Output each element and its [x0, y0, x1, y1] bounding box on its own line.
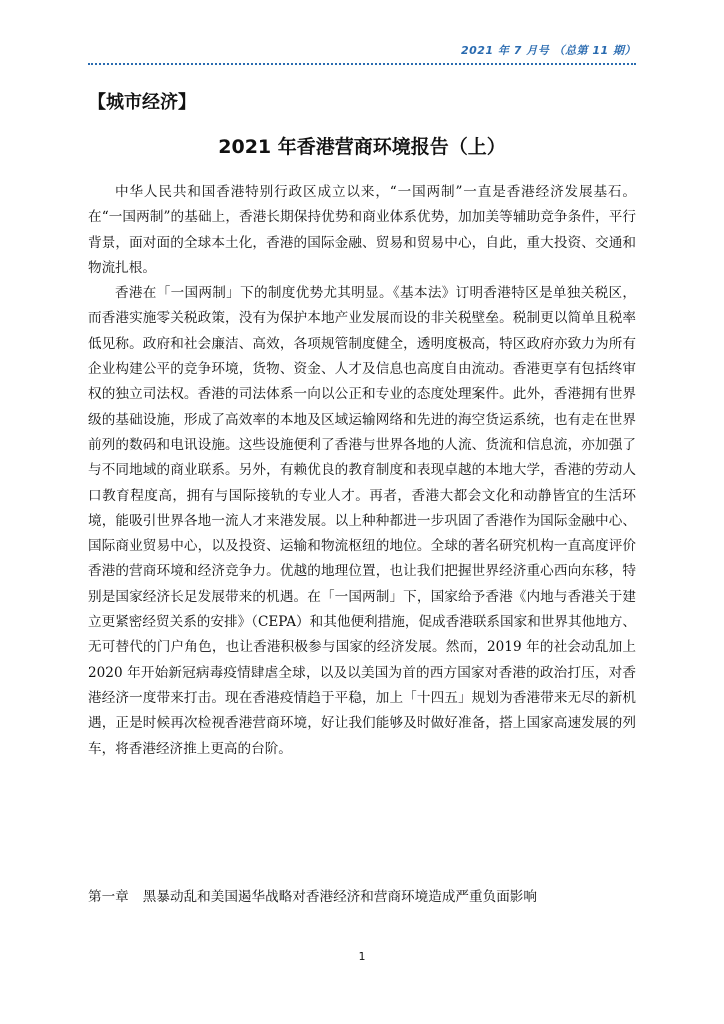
chapter-number: 第一章	[88, 889, 129, 905]
report-body	[88, 180, 636, 762]
paragraph-1: 中华人民共和国香港特别行政区成立以来，“一国两制”一直是香港经济发展基石。 在“一国两制”的基础上，香港长期保持优势和商业体系优势，加加美等辅助竞争条件，平行背景，面对面的全球本土化，香港的国际金融、贸易和贸易中心，自此，重大投资、交通和物流扎根。	[88, 184, 636, 276]
chapter-heading	[88, 885, 537, 905]
issue-header: 2021 年 7 月号 （总第 11 期）	[460, 44, 636, 57]
paragraph-2: 香港在「一国两制」下的制度优势尤其明显。《基本法》订明香港特区是单独关税区，而香港实施零关税政策，没有为保护本地产业发展而设的非关税壁垒。税制更以简单且税率低见称。政府和社会廉洁、高效，各项规管制度健全，透明度极高，特区政府亦致力为所有企业构建公平的竞争环境，货物、资金、人才及信息也高度自由流动。香港更享有包括终审权的独立司法权。香港的司法体系一向以公正和专业的态度处理案件。此外，香港拥有世界级的基础设施，形成了高效率的本地及区域运输网络和先进的海空货运系统，也有走在世界前列的数码和电讯设施。这些设施便利了香港与世界各地的人流、货流和信息流，亦加强了与不同地域的商业联系。另外，有赖优良的教育制度和表现卓越的本地大学，香港的劳动人口教育程度高，拥有与国际接轨的专业人才。再者，香港大都会文化和动静皆宜的生活环境，能吸引世界各地一流人才来港发展。以上种种都进一步巩固了香港作为国际金融中心、国际商业贸易中心，以及投资、运输和物流枢纽的地位。全球的著名研究机构一直高度评价香港的营商环境和经济竞争力。优越的地理位置，也让我们把握世界经济重心西向东移，特别是国家经济长足发展带来的机遇。在「一国两制」下，国家给予香港《内地与香港关于建立更紧密经贸关系的安排》（CEPA）和其他便利措施，促成香港联系国家和世界其他地方、无可替代的门户角色，也让香港积极参与国家的经济发展。然而，2019 年的社会动乱加上 2020 年开始新冠病毒疫情肆虐全球，以及以美国为首的西方国家对香港的政治打压，对香港经济一度带来打击。现在香港疫情趋于平稳，加上「十四五」规划为香港带来无尽的新机遇，正是时候再次检视香港营商环境，好让我们能够及时做好准备，搭上国家高速发展的列车，将香港经济推上更高的台阶。	[88, 285, 636, 757]
chapter-title: 黑暴动乱和美国遏华战略对香港经济和营商环境造成严重负面影响	[142, 889, 537, 905]
section-label: 【城市经济】	[88, 92, 196, 113]
report-title: 2021 年香港营商环境报告（上）	[218, 136, 506, 158]
page-number: 1	[358, 950, 366, 963]
header-divider	[88, 63, 636, 65]
